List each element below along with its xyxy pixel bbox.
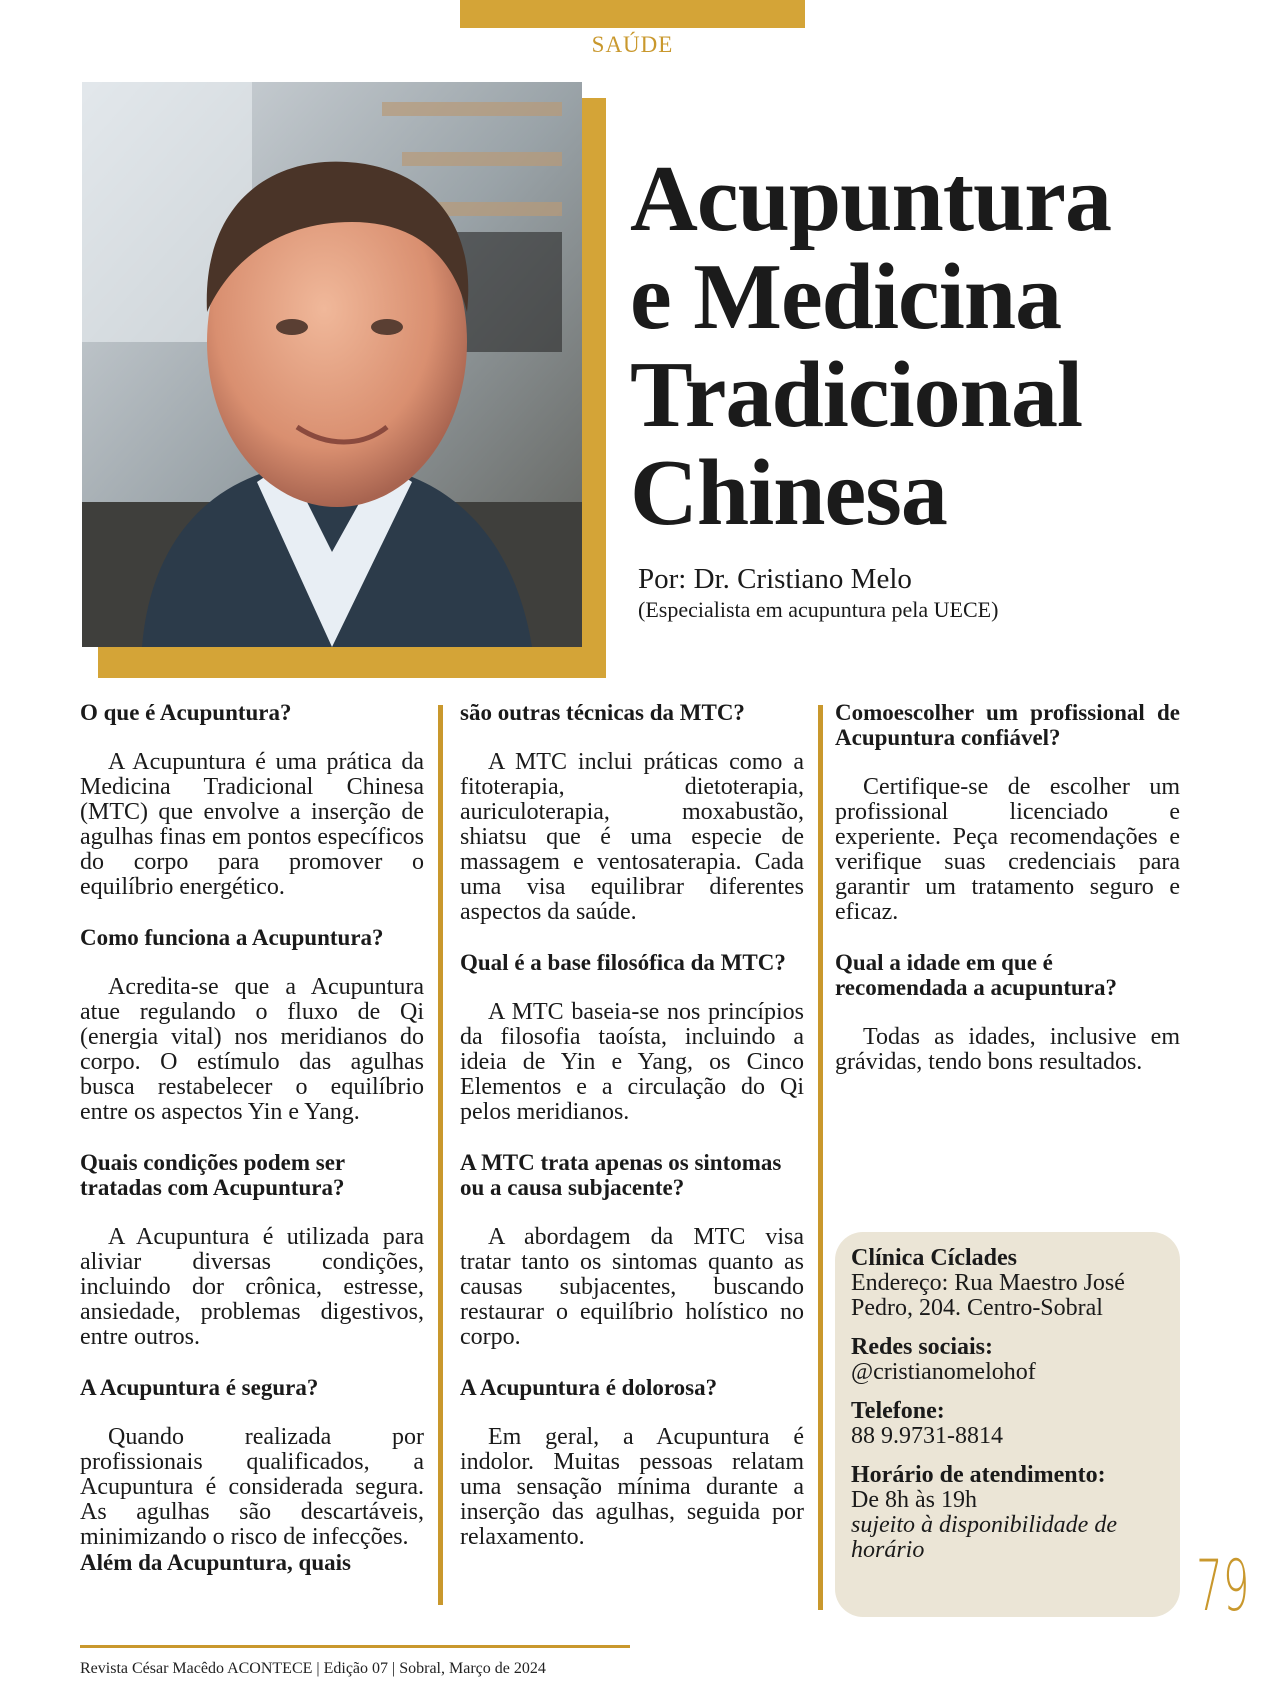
section-label: SAÚDE xyxy=(591,32,674,57)
question-heading: são outras técnicas da MTC? xyxy=(460,700,745,725)
author-photo xyxy=(82,82,582,647)
question-heading: O que é Acupuntura? xyxy=(80,700,292,725)
question-heading: A Acupuntura é dolorosa? xyxy=(460,1375,718,1400)
clinic-address: Endereço: Rua Maestro José Pedro, 204. Centro-Sobral xyxy=(851,1270,1125,1321)
answer-paragraph: A Acupuntura é uma prática da Medicina Tradicional Chinesa (MTC) que envolve a inserção de agulhas finas em pontos específicos do corpo para promover o equilíbrio energético. xyxy=(80,749,424,900)
title-line: Tradicional xyxy=(630,343,1083,447)
phone-label: Telefone: xyxy=(851,1398,945,1424)
answer-paragraph: Em geral, a Acupuntura é indolor. Muitas pessoas relatam uma sensação mínima durante a inserção das agulhas, seguida por relaxamento. xyxy=(460,1424,804,1550)
answer-paragraph: A MTC inclui práticas como a fitoterapia, dietoterapia, auriculoterapia, moxabustão, shiatsu que é uma especie de massagem e ventosaterapia. Cada uma visa equilibrar diferentes aspectos da saúde. xyxy=(460,749,804,925)
title-line: e Medicina xyxy=(630,245,1062,349)
hours-value: De 8h às 19h xyxy=(851,1487,977,1513)
article-column-1 xyxy=(80,700,424,1600)
author-byline: Por: Dr. Cristiano Melo xyxy=(638,563,912,595)
answer-paragraph: Todas as idades, inclusive em grávidas, tendo bons resultados. xyxy=(835,1024,1180,1075)
social-handle: @cristianomelohof xyxy=(851,1359,1036,1385)
question-heading: A MTC trata apenas os sintomas ou a causa subjacente? xyxy=(460,1150,782,1200)
social-label: Redes sociais: xyxy=(851,1334,993,1360)
article-column-3 xyxy=(835,700,1180,1100)
question-heading: Qual é a base filosófica da MTC? xyxy=(460,950,786,975)
answer-paragraph: Certifique-se de escolher um profissional licenciado e experiente. Peça recomendações e verifique suas credenciais para garantir um tratamento seguro e eficaz. xyxy=(835,774,1180,925)
title-line: Acupuntura xyxy=(630,147,1112,251)
answer-paragraph: A abordagem da MTC visa tratar tanto os sintomas quanto as causas subjacentes, buscando restaurar o equilíbrio holístico no corpo. xyxy=(460,1224,804,1350)
article-title xyxy=(630,147,1250,545)
page-number: 79 xyxy=(1196,1545,1250,1627)
phone-number: 88 9.9731-8814 xyxy=(851,1423,1003,1449)
article-column-2 xyxy=(460,700,804,1575)
question-heading: Comoescolher um profissional de Acupuntura confiável? xyxy=(835,700,1180,750)
section-top-bar xyxy=(460,0,805,28)
question-heading: A Acupuntura é segura? xyxy=(80,1375,319,1400)
question-heading: Qual a idade em que é recomendada a acupuntura? xyxy=(835,950,1117,1000)
question-heading: Quais condições podem ser tratadas com Acupuntura? xyxy=(80,1150,345,1200)
title-line: Chinesa xyxy=(630,441,947,545)
clinic-info-box xyxy=(835,1232,1180,1617)
column-divider xyxy=(438,705,443,1605)
question-heading: Como funciona a Acupuntura? xyxy=(80,925,384,950)
answer-paragraph: A MTC baseia-se nos princípios da filosofia taoísta, incluindo a ideia de Yin e Yang, os Cinco Elementos e a circulação do Qi pelos meridianos. xyxy=(460,999,804,1125)
hours-label: Horário de atendimento: xyxy=(851,1462,1106,1488)
author-credential: (Especialista em acupuntura pela UECE) xyxy=(638,597,999,622)
answer-paragraph: Quando realizada por profissionais qualificados, a Acupuntura é considerada segura. As agulhas são descartáveis, minimizando o risco de infecções. xyxy=(80,1424,424,1550)
answer-paragraph: A Acupuntura é utilizada para aliviar diversas condições, incluindo dor crônica, estresse, ansiedade, problemas digestivos, entre outros. xyxy=(80,1224,424,1350)
answer-paragraph: Acredita-se que a Acupuntura atue regulando o fluxo de Qi (energia vital) nos meridianos do corpo. O estímulo das agulhas busca restabelecer o equilíbrio entre os aspectos Yin e Yang. xyxy=(80,974,424,1125)
question-heading: Além da Acupuntura, quais xyxy=(80,1550,351,1575)
column-divider xyxy=(818,705,823,1610)
hours-note: sujeito à disponibilidade de horário xyxy=(851,1512,1117,1563)
footer-text: Revista César Macêdo ACONTECE | Edição 07 | Sobral, Março de 2024 xyxy=(80,1660,546,1677)
footer-rule xyxy=(80,1645,630,1648)
clinic-name: Clínica Cíclades xyxy=(851,1245,1017,1271)
